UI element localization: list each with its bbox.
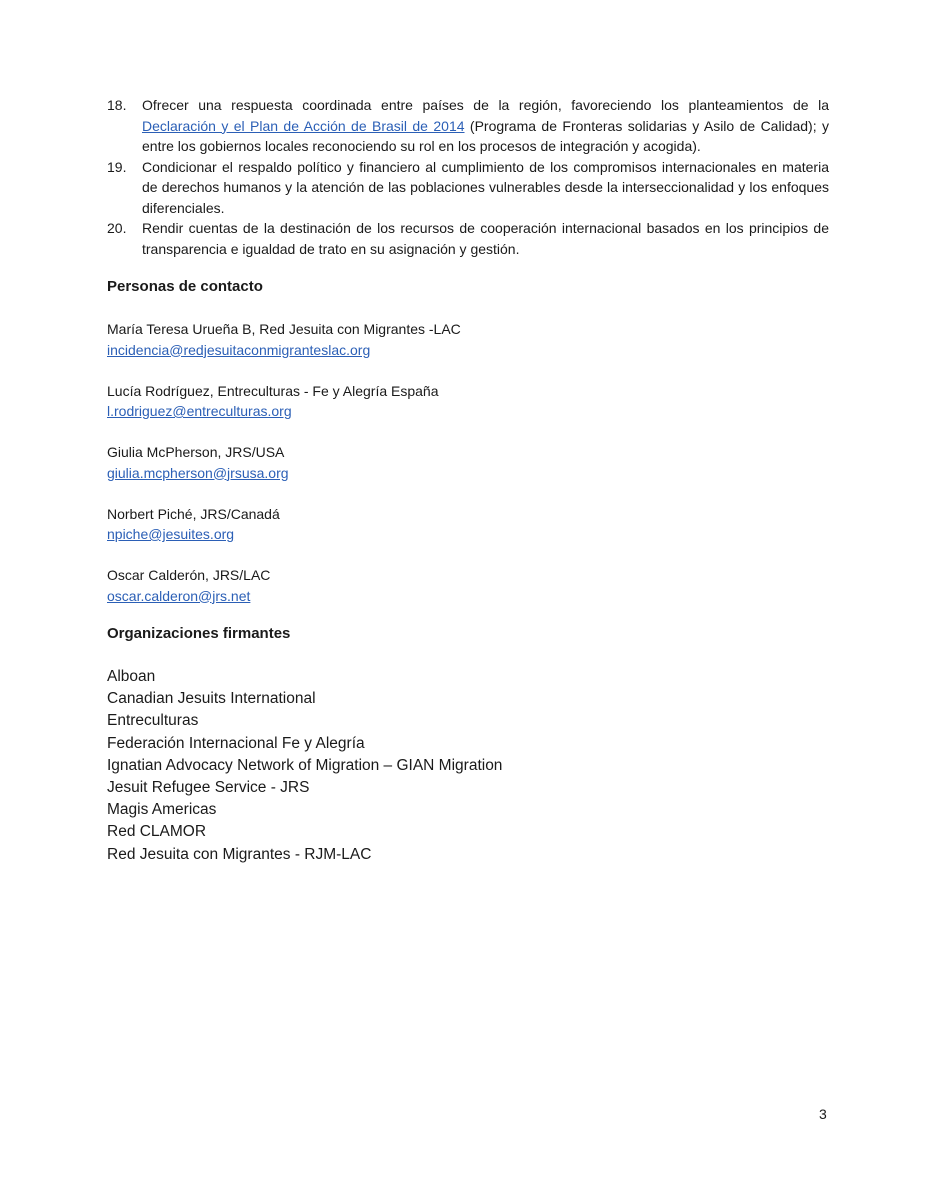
- item-text: Ofrecer una respuesta coordinada entre países de la región, favoreciendo los planteamientos de la Declaración y el Plan de Acción de Brasil de 2014 (Programa de Fronteras solidarias y Asilo de Calidad); y entre los gobiernos locales reconociendo su rol en los procesos de integración y acogida).: [142, 97, 829, 154]
- item-number: 19.: [107, 158, 127, 175]
- organization-item: Ignatian Advocacy Network of Migration – GIAN Migration: [107, 756, 503, 774]
- organization-item: Canadian Jesuits International: [107, 690, 316, 708]
- list-item: [107, 157, 829, 219]
- contact-name: María Teresa Urueña B, Red Jesuita con Migrantes -LAC: [107, 321, 461, 337]
- contact-email-link[interactable]: incidencia@redjesuitaconmigranteslac.org: [107, 341, 371, 358]
- contacts-heading: Personas de contacto: [107, 278, 263, 295]
- page-number: 3: [819, 1106, 827, 1122]
- organizations-list: [107, 666, 502, 866]
- organization-item: Federación Internacional Fe y Alegría: [107, 734, 365, 752]
- organization-item: Alboan: [107, 668, 156, 685]
- organization-item: Red Jesuita con Migrantes - RJM-LAC: [107, 845, 372, 863]
- declaracion-brasil-link[interactable]: Declaración y el Plan de Acción de Brasil de 2014: [142, 117, 465, 134]
- contact-entry: [107, 565, 807, 606]
- item-number: 20.: [107, 220, 127, 236]
- contact-entry: [107, 319, 807, 360]
- contact-name: Lucía Rodríguez, Entreculturas - Fe y Alegría España: [107, 382, 439, 399]
- contact-entry: [107, 442, 807, 483]
- contact-name: Oscar Calderón, JRS/LAC: [107, 567, 271, 583]
- recommendations-list: [107, 95, 829, 259]
- list-item: [107, 95, 829, 157]
- contact-email-link[interactable]: giulia.mcpherson@jrsusa.org: [107, 464, 289, 481]
- list-item: [107, 218, 829, 259]
- contact-email-link[interactable]: oscar.calderon@jrs.net: [107, 587, 251, 604]
- contact-name: Giulia McPherson, JRS/USA: [107, 444, 285, 460]
- contact-entry: [107, 381, 807, 422]
- contacts-list: [107, 319, 807, 627]
- organization-item: Entreculturas: [107, 712, 199, 730]
- contact-name: Norbert Piché, JRS/Canadá: [107, 505, 280, 522]
- item-text: Rendir cuentas de la destinación de los recursos de cooperación internacional basados en los principios de transparencia e igualdad de trato en su asignación y gestión.: [142, 220, 829, 257]
- organization-item: Magis Americas: [107, 801, 217, 819]
- item-text: Condicionar el respaldo político y financiero al cumplimiento de los compromisos internacionales en materia de derechos humanos y la atención de las poblaciones vulnerables desde la interseccionalidad y los enfoques diferenciales.: [142, 158, 829, 216]
- contact-email-link[interactable]: l.rodriguez@entreculturas.org: [107, 403, 292, 419]
- contact-entry: [107, 504, 807, 545]
- item-number: 18.: [107, 97, 127, 113]
- organization-item: Red CLAMOR: [107, 823, 207, 841]
- organization-item: Jesuit Refugee Service - JRS: [107, 779, 310, 797]
- organizations-heading: Organizaciones firmantes: [107, 625, 291, 642]
- contact-email-link[interactable]: npiche@jesuites.org: [107, 526, 235, 542]
